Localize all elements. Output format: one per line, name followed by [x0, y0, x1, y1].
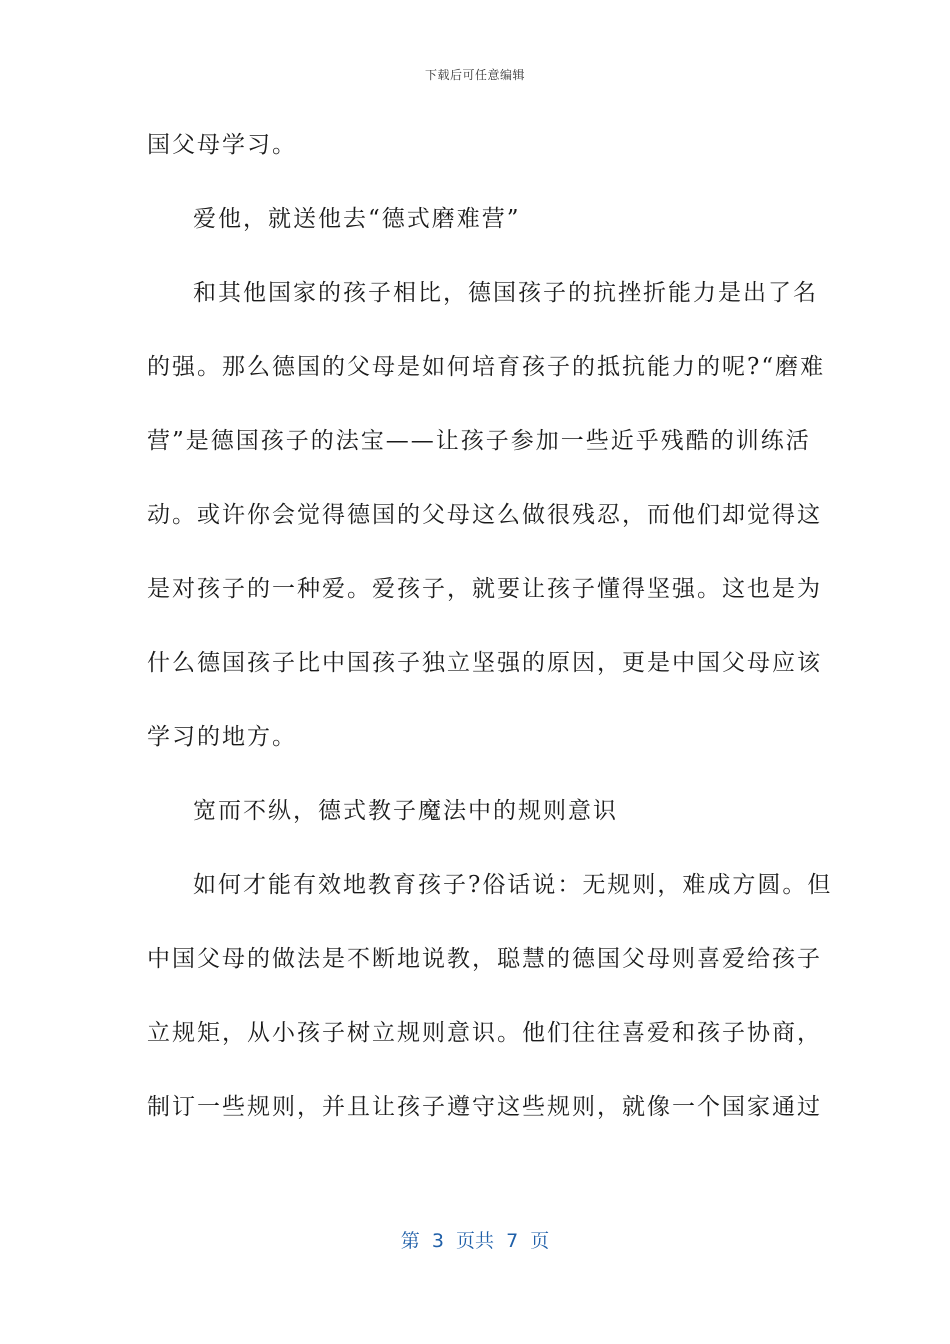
page-header: 下载后可任意编辑 — [424, 68, 525, 82]
paragraph-line: 动。或许你会觉得德国的父母这么做很残忍，而他们却觉得这 — [147, 502, 822, 528]
paragraph-line: 国父母学习。 — [147, 132, 297, 158]
section-heading: 宽而不纵，德式教子魔法中的规则意识 — [193, 798, 618, 824]
paragraph-line: 是对孩子的一种爱。爱孩子，就要让孩子懂得坚强。这也是为 — [147, 576, 822, 602]
paragraph-line: 和其他国家的孩子相比，德国孩子的抗挫折能力是出了名 — [193, 280, 818, 306]
paragraph-line: 营”是德国孩子的法宝——让孩子参加一些近乎残酷的训练活 — [147, 428, 811, 454]
page-number-footer: 第 3 页共 7 页 — [400, 1230, 550, 1252]
paragraph-line: 的强。那么德国的父母是如何培育孩子的抵抗能力的呢?“磨难 — [147, 354, 826, 380]
paragraph-line: 如何才能有效地教育孩子?俗话说：无规则，难成方圆。但 — [193, 872, 833, 898]
paragraph-line: 制订一些规则，并且让孩子遵守这些规则，就像一个国家通过 — [147, 1094, 822, 1120]
paragraph-line: 中国父母的做法是不断地说教，聪慧的德国父母则喜爱给孩子 — [147, 946, 822, 972]
section-heading: 爱他，就送他去“德式磨难营” — [193, 206, 521, 232]
paragraph-line: 什么德国孩子比中国孩子独立坚强的原因，更是中国父母应该 — [147, 650, 822, 676]
paragraph-line: 学习的地方。 — [147, 724, 297, 750]
paragraph-line: 立规矩，从小孩子树立规则意识。他们往往喜爱和孩子协商， — [147, 1020, 822, 1046]
